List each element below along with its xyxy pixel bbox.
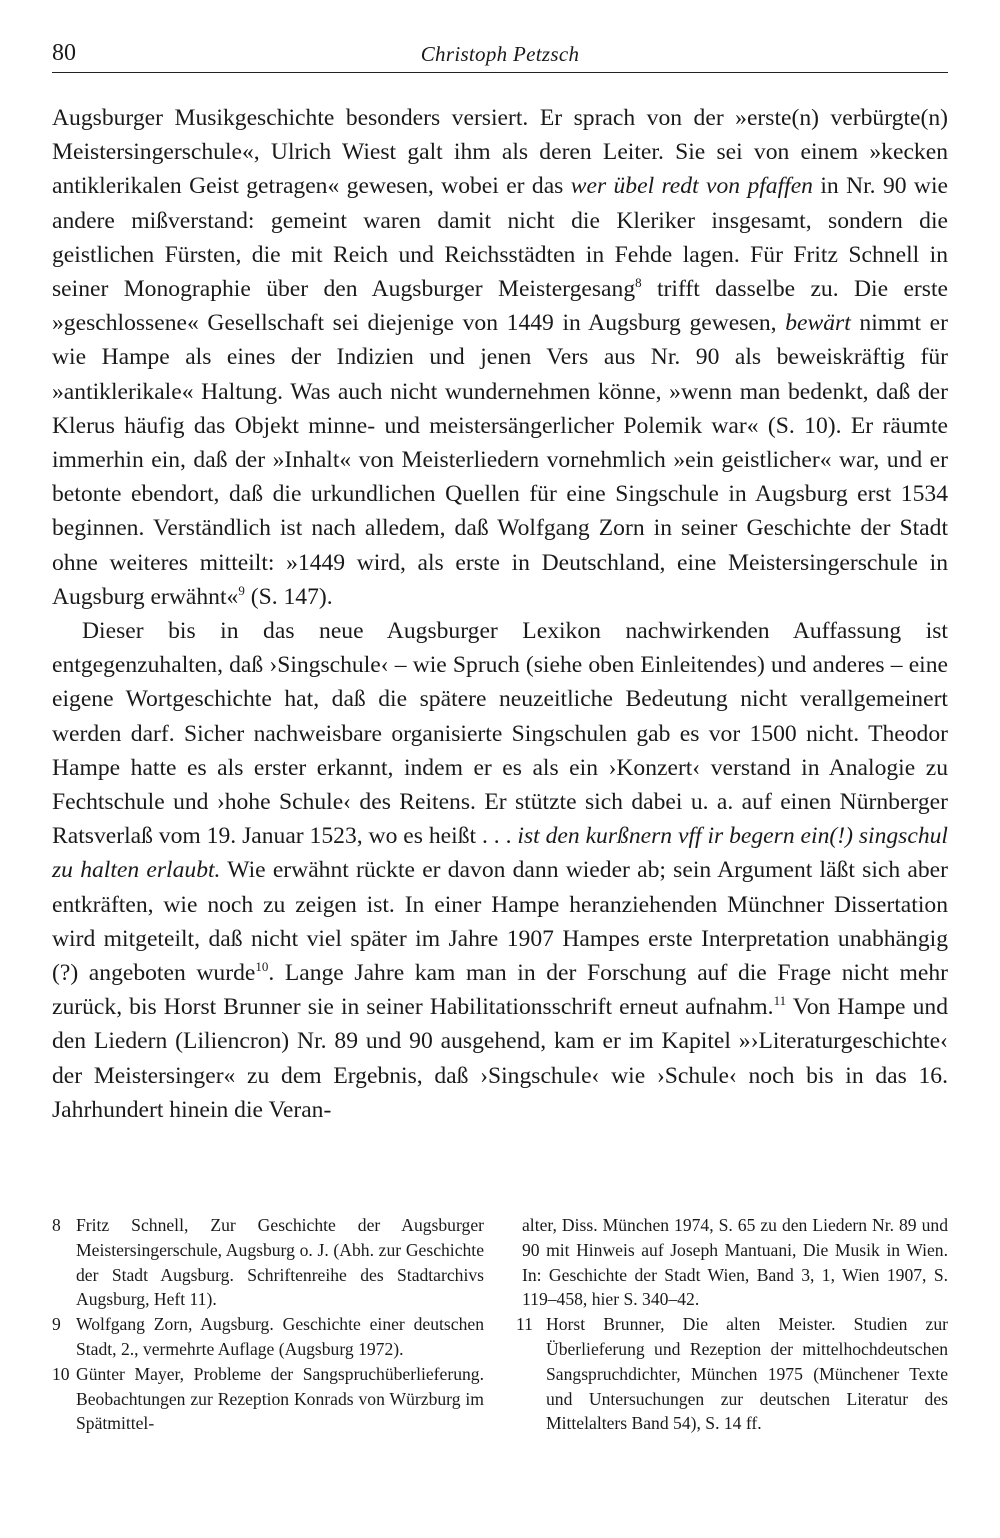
footnotes bbox=[52, 1213, 948, 1436]
italic-quote: wer übel redt von pfaffen bbox=[570, 173, 813, 200]
footnote-number: 9 bbox=[52, 1314, 61, 1335]
footnote-text: Horst Brunner, Die alten Meister. Studien zur Überlieferung und Rezeption der mittelhochdeutschen Sangspruchdichter, München 1975 (Münchener Texte und Untersuchungen zur deutschen Literatur des Mittelalters Band 54), S. 14 ff. bbox=[546, 1314, 948, 1434]
text-run: . Lange Jahre kam man in der Forschung auf die Frage nicht mehr zurück, bis Horst Brunner sie in seiner Habilitationsschrift erneut aufnahm. bbox=[52, 960, 948, 1021]
footnote-8 bbox=[52, 1213, 484, 1312]
footnote-number: 11 bbox=[516, 1314, 533, 1335]
text-run: Wie erwähnt rückte er davon dann wieder ab; sein Argument läßt sich aber entkräften, wie noch zu zeigen ist. In einer Hampe heranziehenden Münchner Dissertation wird mitgeteilt, daß nicht viel später im Jahre 1907 Hampes erste Interpretation unabhängig (?) angeboten wurde bbox=[52, 857, 948, 987]
footnote-10 bbox=[52, 1362, 484, 1436]
footnote-ref-9: 9 bbox=[238, 582, 245, 598]
footnote-number: 10 bbox=[52, 1363, 70, 1384]
text-run: in Nr. 90 wie andere mißverstand: gemeint waren damit nicht die Kleriker insgesamt, sondern die geistlichen Fürsten, die mit Reich und Reichsstädten in Fehde lagen. Für Fritz Schnell in seiner Monographie über den Augsburger Meistergesang bbox=[52, 173, 948, 303]
paragraph-1 bbox=[52, 101, 948, 614]
footnote-9 bbox=[52, 1312, 484, 1362]
page-header bbox=[52, 38, 948, 73]
italic-word: bewärt bbox=[785, 310, 851, 337]
text-run: trifft dasselbe zu. Die erste »geschlossene« Gesellschaft sei diejenige von 1449 in Augsburg gewesen, bbox=[52, 276, 948, 337]
text-run: Dieser bis in das neue Augsburger Lexikon nachwirkenden Auffassung ist entgegenzuhalten, daß ›Singschule‹ – wie Spruch (siehe oben Einleitendes) und anderes – eine eigene Wortgeschichte hat, daß die spätere neuzeitliche Bedeutung nicht verallgemeinert werden darf. Sicher nachweisbare organisierte Singschulen gab es vor 1500 nicht. Theodor Hampe hatte es als erster erkannt, indem er es als ein ›Konzert‹ verstand in Analogie zu Fechtschule und ›hohe Schule‹ des Reitens. Er stützte sich dabei u. a. auf einen Nürnberger Ratsverlaß vom 19. Januar 1523, wo es heißt . . . bbox=[52, 618, 948, 850]
text-run: nimmt er wie Hampe als eines der Indizien und jenen Vers aus Nr. 90 als beweiskräftig für »antiklerikale« Haltung. Was auch nicht wundernehmen könne, »wenn man bedenkt, daß der Klerus häufig das Objekt minne- und meistersängerlicher Polemik war« (S. 10). Er räumte immerhin ein, daß der »Inhalt« von Meisterliedern vornehmlich »ein geistlicher« war, und er betonte ebendort, daß die urkundlichen Quellen für eine Singschule in Augsburg erst 1534 beginnen. Verständlich ist nach alledem, daß Wolfgang Zorn in seiner Geschichte der Stadt ohne weiteres mitteilt: »1449 wird, als erste in Deutschland, eine Meistersingerschule in Augsburg erwähnt« bbox=[52, 310, 948, 610]
footnote-number: 8 bbox=[52, 1215, 61, 1235]
footnote-text: Fritz Schnell, Zur Geschichte der Augsburger Meistersingerschule, Augsburg o. J. (Abh. zur Geschichte der Stadt Augsburg. Schriftenreihe des Stadtarchivs Augsburg, Heft 11). bbox=[76, 1215, 484, 1310]
footnotes-left-column bbox=[52, 1213, 484, 1436]
footnote-ref-11: 11 bbox=[773, 993, 787, 1009]
main-text bbox=[52, 101, 948, 1127]
footnote-text: Günter Mayer, Probleme der Sangspruchüberlieferung. Beobachtungen zur Rezeption Konrads von Würzburg im Spätmittel- bbox=[76, 1363, 484, 1434]
footnote-ref-8: 8 bbox=[635, 275, 642, 291]
page-number: 80 bbox=[52, 40, 76, 66]
running-head: Christoph Petzsch bbox=[420, 42, 580, 66]
footnote-10-continued: alter, Diss. München 1974, S. 65 zu den Liedern Nr. 89 und 90 mit Hinweis auf Joseph Mantuani, Die Musik in Wien. In: Geschichte der Stadt Wien, Band 3, 1, Wien 1907, S. 119–458, hier S. 340–42. bbox=[522, 1215, 948, 1310]
footnotes-right-column bbox=[516, 1213, 948, 1436]
italic-quote: ist den kurßnern vff ir begern ein(!) singschul zu halten erlaubt. bbox=[52, 823, 948, 884]
footnote-11 bbox=[516, 1312, 948, 1436]
text-run: Augsburger Musikgeschichte besonders versiert. Er sprach von der »erste(n) verbürgte(n) Meistersingerschule«, Ulrich Wiest galt ihm als deren Leiter. Sie sei von einem »kecken antiklerikalen Geist getragen« gewesen, wobei er das bbox=[52, 105, 948, 200]
footnote-ref-10: 10 bbox=[255, 959, 269, 975]
paragraph-2 bbox=[52, 614, 948, 1127]
text-run: (S. 147). bbox=[244, 583, 333, 610]
footnote-text: Wolfgang Zorn, Augsburg. Geschichte einer deutschen Stadt, 2., vermehrte Auflage (Augsburg 1972). bbox=[76, 1314, 484, 1359]
text-run: Von Hampe und den Liedern (Liliencron) Nr. 89 und 90 ausgehend, kam er im Kapitel »›Literaturgeschichte‹ der Meistersinger« zu dem Ergebnis, daß ›Singschule‹ wie ›Schule‹ noch bis in das 16. Jahrhundert hinein die Veran- bbox=[52, 994, 948, 1123]
